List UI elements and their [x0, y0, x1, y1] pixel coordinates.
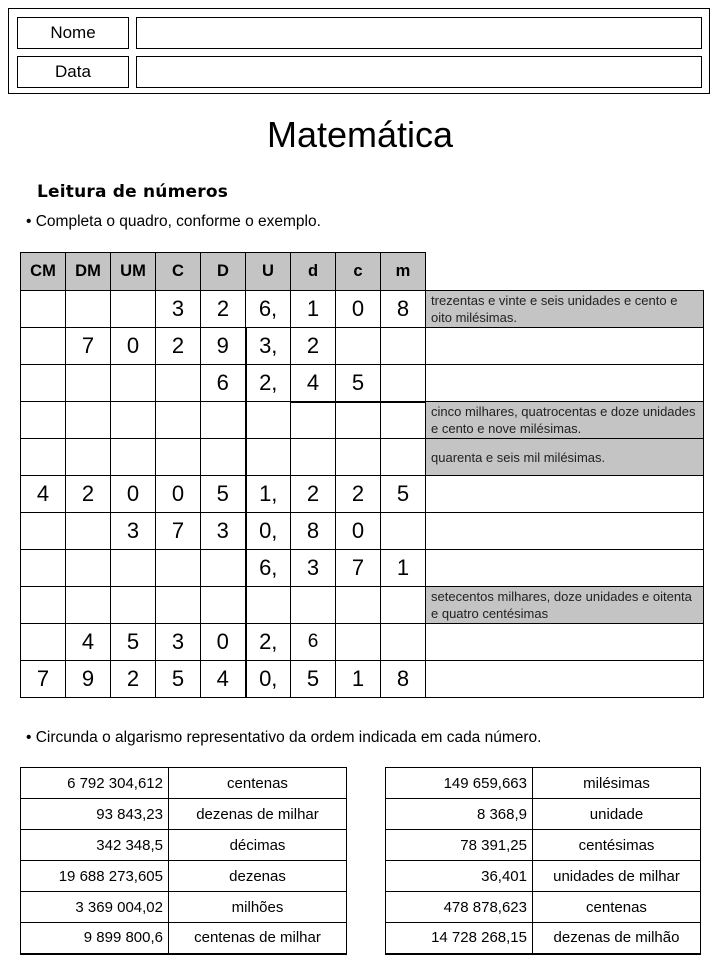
table-row: [386, 768, 701, 799]
digit-cell: 2: [111, 661, 156, 698]
instruction-2: • Circunda o algarismo representativo da ordem indicada em cada número.: [26, 729, 542, 746]
digit-cell[interactable]: [291, 587, 336, 624]
page-title: Matemática: [266, 114, 454, 155]
number-in-words-cell[interactable]: [426, 624, 704, 661]
table-row: [21, 587, 704, 624]
digit-cell[interactable]: [111, 550, 156, 587]
number-in-words-cell[interactable]: [426, 365, 704, 402]
digit-cell[interactable]: [156, 402, 201, 439]
order-cell: unidades de milhar: [533, 861, 701, 892]
digit-cell: 0: [201, 624, 246, 661]
digit-cell[interactable]: [21, 291, 66, 328]
digit-cell[interactable]: [21, 365, 66, 402]
digit-cell[interactable]: [21, 587, 66, 624]
digit-cell: 8: [291, 513, 336, 550]
column-header-DM: DM: [66, 253, 111, 291]
number-cell[interactable]: 478 878,623: [386, 892, 533, 923]
number-in-words-cell: trezentas e vinte e seis unidades e cento e oito milésimas.: [426, 291, 704, 328]
digit-cell: 6,: [246, 291, 291, 328]
digit-cell: 0,: [246, 513, 291, 550]
place-value-table: [20, 252, 704, 698]
digit-cell: 6: [201, 365, 246, 402]
digit-cell[interactable]: [246, 439, 291, 476]
order-cell: unidade: [533, 799, 701, 830]
table-row: [21, 550, 704, 587]
digit-cell: 2: [201, 291, 246, 328]
digit-cell: 9: [201, 328, 246, 365]
digit-cell[interactable]: [21, 439, 66, 476]
digit-cell[interactable]: [66, 439, 111, 476]
number-in-words-cell[interactable]: [426, 550, 704, 587]
column-header-c: c: [336, 253, 381, 291]
order-cell: centenas: [533, 892, 701, 923]
digit-cell[interactable]: [66, 587, 111, 624]
digit-cell[interactable]: [291, 439, 336, 476]
digit-cell: 7: [21, 661, 66, 698]
digit-cell[interactable]: [21, 550, 66, 587]
digit-cell: 3,: [246, 328, 291, 365]
table-row: [21, 923, 347, 954]
number-cell[interactable]: 19 688 273,605: [21, 861, 169, 892]
table-row: [386, 799, 701, 830]
column-header-CM: CM: [21, 253, 66, 291]
digit-cell[interactable]: [336, 402, 381, 439]
order-cell: centenas de milhar: [169, 923, 347, 954]
digit-cell: 4: [201, 661, 246, 698]
digit-cell[interactable]: [156, 587, 201, 624]
digit-cell: 3: [291, 550, 336, 587]
number-cell[interactable]: 93 843,23: [21, 799, 169, 830]
digit-cell: 1: [291, 291, 336, 328]
digit-cell: 2: [291, 328, 336, 365]
digit-cell[interactable]: [111, 587, 156, 624]
table-row: [21, 291, 704, 328]
digit-cell: 7: [66, 328, 111, 365]
digit-cell: 5: [111, 624, 156, 661]
digit-cell[interactable]: [156, 550, 201, 587]
digit-cell: 4: [21, 476, 66, 513]
number-cell[interactable]: 8 368,9: [386, 799, 533, 830]
order-cell: décimas: [169, 830, 347, 861]
digit-cell: 1: [336, 661, 381, 698]
digit-cell[interactable]: [111, 439, 156, 476]
table-row: [21, 861, 347, 892]
digit-cell: 2: [66, 476, 111, 513]
digit-cell: 4: [66, 624, 111, 661]
digit-cell[interactable]: [336, 624, 381, 661]
table-row: [21, 799, 347, 830]
digit-cell[interactable]: [66, 365, 111, 402]
digit-cell: 4: [291, 365, 336, 402]
digit-cell: 8: [381, 661, 426, 698]
digit-cell: 5: [156, 661, 201, 698]
digit-cell: 0,: [246, 661, 291, 698]
date-field[interactable]: [136, 56, 702, 88]
number-in-words-cell: cinco milhares, quatrocentas e doze unidades e cento e nove milésimas.: [426, 402, 704, 439]
digit-cell[interactable]: [246, 587, 291, 624]
order-cell: milhões: [169, 892, 347, 923]
digit-cell: 2: [156, 328, 201, 365]
digit-cell: 2: [336, 476, 381, 513]
column-header-m: m: [381, 253, 426, 291]
number-in-words-cell[interactable]: [426, 328, 704, 365]
table-row: [21, 661, 704, 698]
number-in-words-cell: quarenta e seis mil milésimas.: [426, 439, 704, 476]
digit-cell[interactable]: [66, 402, 111, 439]
number-cell[interactable]: 149 659,663: [386, 768, 533, 799]
table-row: [21, 830, 347, 861]
digit-cell: 5: [336, 365, 381, 402]
order-cell: centésimas: [533, 830, 701, 861]
digit-cell[interactable]: [291, 402, 336, 439]
number-cell[interactable]: 342 348,5: [21, 830, 169, 861]
digit-cell[interactable]: [381, 587, 426, 624]
digit-cell: 6: [291, 624, 336, 661]
digit-cell[interactable]: [381, 513, 426, 550]
digit-cell: 3: [156, 624, 201, 661]
digit-cell[interactable]: [66, 291, 111, 328]
table-row: [21, 513, 704, 550]
digit-cell[interactable]: [336, 439, 381, 476]
date-label: Data: [17, 56, 129, 88]
digit-cell: 0: [111, 328, 156, 365]
digit-cell: 0: [336, 291, 381, 328]
table-row: [21, 624, 704, 661]
order-cell: milésimas: [533, 768, 701, 799]
digit-cell: 8: [381, 291, 426, 328]
digit-cell: 5: [201, 476, 246, 513]
table-row: [21, 439, 704, 476]
digit-cell: 2,: [246, 624, 291, 661]
digit-cell: 3: [156, 291, 201, 328]
section-title: Leitura de números: [37, 182, 229, 202]
column-header-U: U: [246, 253, 291, 291]
digit-cell[interactable]: [336, 587, 381, 624]
number-cell[interactable]: 3 369 004,02: [21, 892, 169, 923]
digit-cell: 5: [381, 476, 426, 513]
digit-cell[interactable]: [246, 402, 291, 439]
table-row: [386, 923, 701, 954]
column-header-D: D: [201, 253, 246, 291]
digit-cell: 0: [156, 476, 201, 513]
digit-cell[interactable]: [201, 439, 246, 476]
digit-cell: 1,: [246, 476, 291, 513]
header-spacer: [426, 253, 704, 291]
digit-cell: 7: [336, 550, 381, 587]
order-cell: dezenas de milhão: [533, 923, 701, 954]
digit-cell[interactable]: [201, 550, 246, 587]
digit-cell[interactable]: [381, 328, 426, 365]
order-cell: dezenas de milhar: [169, 799, 347, 830]
digit-cell: 0: [111, 476, 156, 513]
digit-cell[interactable]: [381, 439, 426, 476]
digit-cell[interactable]: [66, 550, 111, 587]
instruction-1: • Completa o quadro, conforme o exemplo.: [26, 213, 321, 230]
table-row: [21, 768, 347, 799]
order-cell: dezenas: [169, 861, 347, 892]
column-header-C: C: [156, 253, 201, 291]
number-cell[interactable]: 14 728 268,15: [386, 923, 533, 954]
digit-cell: 2: [291, 476, 336, 513]
digit-cell[interactable]: [21, 513, 66, 550]
digit-cell: 3: [111, 513, 156, 550]
digit-cell[interactable]: [381, 402, 426, 439]
digit-cell: 7: [156, 513, 201, 550]
digit-cell[interactable]: [381, 624, 426, 661]
digit-cell[interactable]: [111, 402, 156, 439]
number-in-words-cell[interactable]: [426, 476, 704, 513]
digit-cell[interactable]: [21, 624, 66, 661]
digit-cell[interactable]: [111, 365, 156, 402]
number-cell[interactable]: 36,401: [386, 861, 533, 892]
table-row: [386, 892, 701, 923]
table-row: [21, 328, 704, 365]
table-row: [21, 402, 704, 439]
number-in-words-cell: setecentos milhares, doze unidades e oitenta e quatro centésimas: [426, 587, 704, 624]
number-cell[interactable]: 9 899 800,6: [21, 923, 169, 954]
left-number-table: [20, 767, 347, 955]
digit-cell: 0: [336, 513, 381, 550]
name-label: Nome: [17, 17, 129, 49]
table-row: [386, 830, 701, 861]
digit-cell[interactable]: [111, 291, 156, 328]
table-row: [386, 861, 701, 892]
digit-cell: 6,: [246, 550, 291, 587]
digit-cell[interactable]: [156, 439, 201, 476]
number-in-words-cell[interactable]: [426, 513, 704, 550]
digit-cell[interactable]: [66, 513, 111, 550]
right-number-table: [385, 767, 701, 955]
number-cell[interactable]: 78 391,25: [386, 830, 533, 861]
digit-cell[interactable]: [21, 402, 66, 439]
digit-cell: 3: [201, 513, 246, 550]
digit-cell[interactable]: [21, 328, 66, 365]
table-row: [21, 892, 347, 923]
order-cell: centenas: [169, 768, 347, 799]
digit-cell[interactable]: [381, 365, 426, 402]
table-row: [21, 365, 704, 402]
table-row: [21, 476, 704, 513]
number-in-words-cell[interactable]: [426, 661, 704, 698]
digit-cell: 9: [66, 661, 111, 698]
number-cell[interactable]: 6 792 304,612: [21, 768, 169, 799]
name-field[interactable]: [136, 17, 702, 49]
column-header-UM: UM: [111, 253, 156, 291]
digit-cell: 5: [291, 661, 336, 698]
digit-cell: 1: [381, 550, 426, 587]
digit-cell: 2,: [246, 365, 291, 402]
digit-cell[interactable]: [201, 587, 246, 624]
digit-cell[interactable]: [336, 328, 381, 365]
digit-cell[interactable]: [156, 365, 201, 402]
column-header-d: d: [291, 253, 336, 291]
digit-cell[interactable]: [201, 402, 246, 439]
